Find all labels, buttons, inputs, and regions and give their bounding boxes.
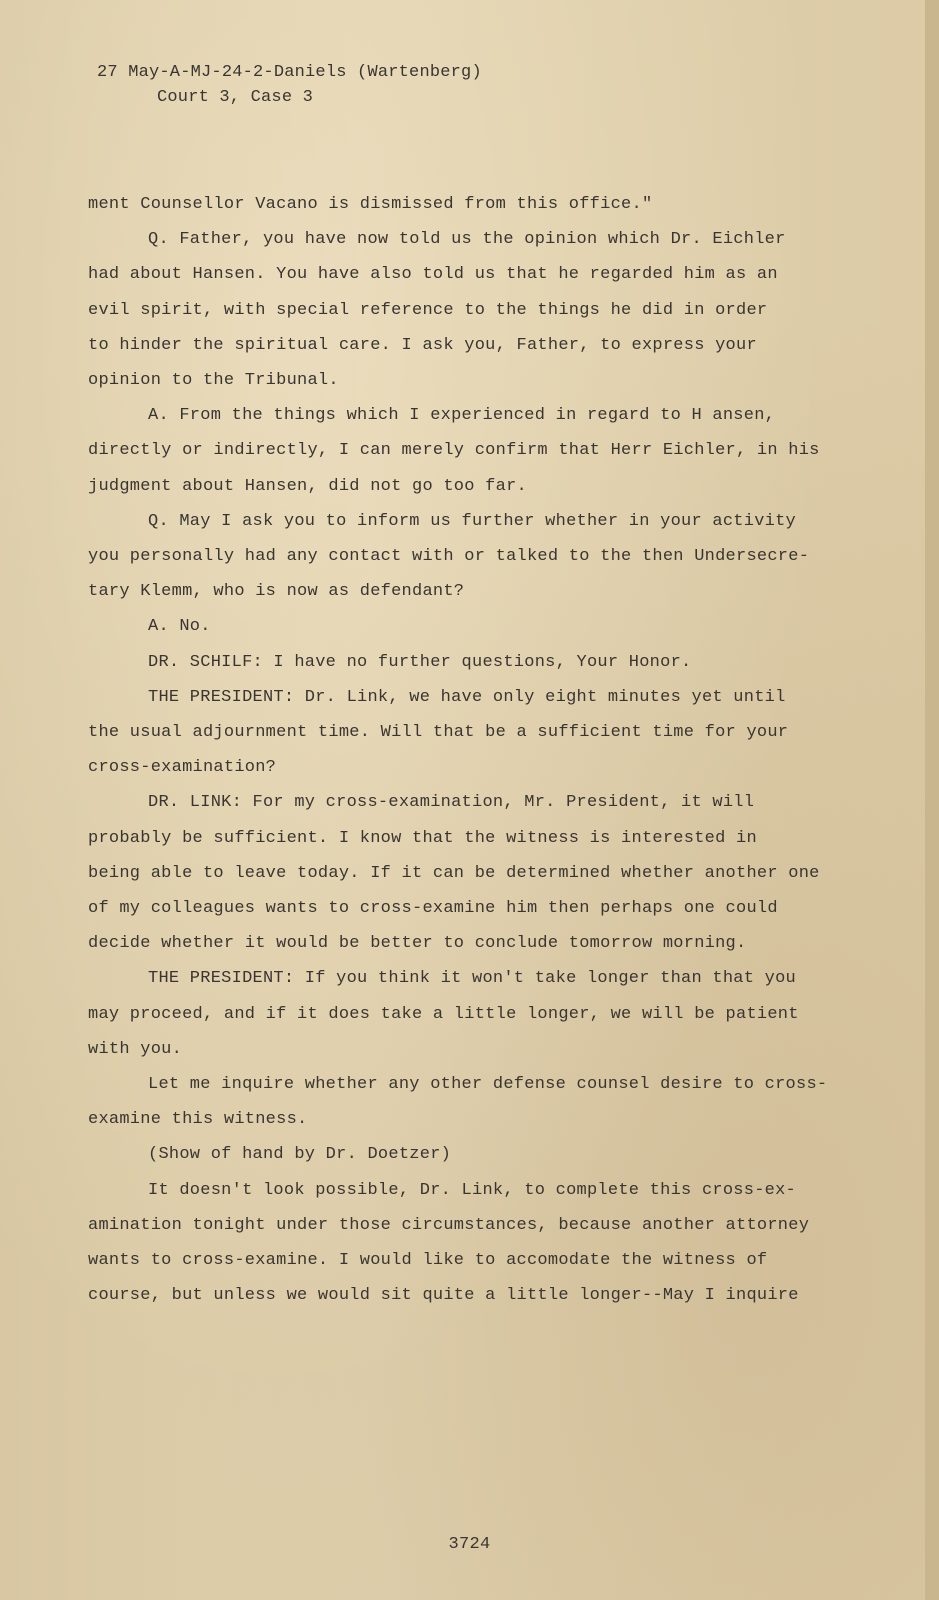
transcript-line: evil spirit, with special reference to the things he did in order (88, 300, 768, 320)
page-number: 3724 (448, 1535, 491, 1554)
transcript-line: may proceed, and if it does take a little longer, we will be patient (88, 1004, 799, 1024)
transcript-line: examine this witness. (88, 1110, 308, 1130)
transcript-line: directly or indirectly, I can merely confirm that Herr Eichler, in his (88, 441, 820, 461)
transcript-line: Let me inquire whether any other defense counsel desire to cross- (148, 1075, 828, 1095)
transcript-line: to hinder the spiritual care. I ask you, Father, to express your (88, 335, 757, 355)
transcript-line: amination tonight under those circumstances, because another attorney (88, 1215, 810, 1235)
transcript-line: you personally had any contact with or talked to the then Undersecre- (88, 547, 810, 567)
transcript-body (88, 187, 828, 1314)
transcript-line: DR. SCHILF: I have no further questions, Your Honor. (148, 652, 692, 672)
transcript-line: decide whether it would be better to conclude tomorrow morning. (88, 934, 747, 954)
transcript-line: with you. (88, 1039, 183, 1059)
transcript-line: the usual adjournment time. Will that be a sufficient time for your (88, 723, 789, 743)
transcript-line: being able to leave today. If it can be determined whether another one (88, 863, 820, 883)
transcript-line: judgment about Hansen, did not go too far. (88, 476, 527, 496)
transcript-line: had about Hansen. You have also told us that he regarded him as an (88, 265, 778, 285)
header-court-case: Court 3, Case 3 (157, 88, 314, 107)
transcript-line: cross-examination? (88, 758, 277, 778)
transcript-line: A. No. (148, 617, 211, 637)
transcript-line: Q. May I ask you to inform us further whether in your activity (148, 511, 797, 531)
transcript-line: Q. Father, you have now told us the opinion which Dr. Eichler (148, 230, 786, 250)
header-case-reference: 27 May-A-MJ-24-2-Daniels (Wartenberg) (97, 63, 482, 82)
transcript-line: tary Klemm, who is now as defendant? (88, 582, 465, 602)
transcript-line: ment Counsellor Vacano is dismissed from this office." (88, 195, 653, 214)
transcript-line: DR. LINK: For my cross-examination, Mr. President, it will (148, 793, 755, 813)
transcript-line: THE PRESIDENT: Dr. Link, we have only eight minutes yet until (148, 687, 786, 707)
transcript-line: A. From the things which I experienced in regard to H ansen, (148, 406, 776, 426)
transcript-line: opinion to the Tribunal. (88, 371, 339, 391)
transcript-line: wants to cross-examine. I would like to accomodate the witness of (88, 1251, 768, 1271)
document-header (97, 60, 482, 110)
transcript-line: probably be sufficient. I know that the witness is interested in (88, 828, 757, 848)
transcript-line: of my colleagues wants to cross-examine him then perhaps one could (88, 899, 778, 919)
transcript-line: THE PRESIDENT: If you think it won't take longer than that you (148, 969, 797, 989)
transcript-line: (Show of hand by Dr. Doetzer) (148, 1145, 452, 1165)
transcript-line: course, but unless we would sit quite a little longer--May I inquire (88, 1286, 799, 1306)
transcript-line: It doesn't look possible, Dr. Link, to complete this cross-ex- (148, 1180, 797, 1200)
